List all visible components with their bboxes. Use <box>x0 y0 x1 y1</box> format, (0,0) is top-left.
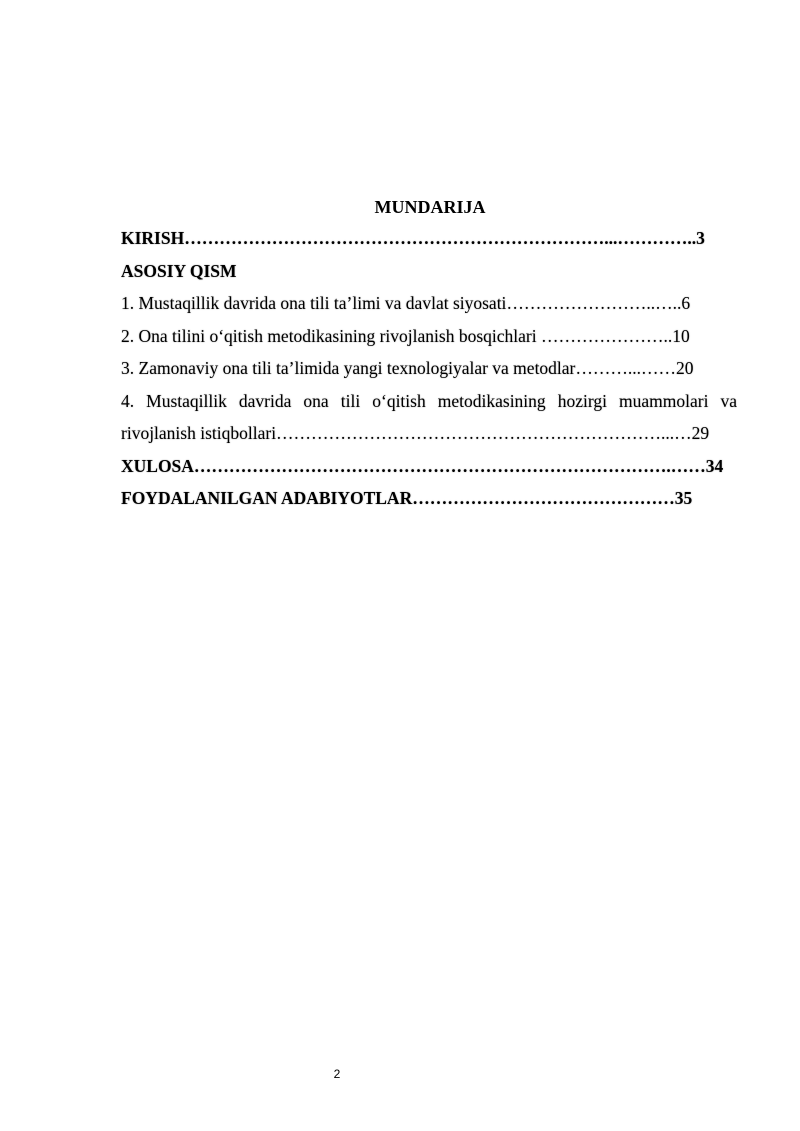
toc-entry-2: 2. Ona tilini o‘qitish metodikasining rivojlanish bosqichlari …………………..10 <box>121 325 690 346</box>
toc-entry-xulosa: XULOSA……………………………………………………………………….……34 <box>121 455 724 476</box>
toc-entry-4-line-1: 4. Mustaqillik davrida ona tili o‘qitish metodikasining hozirgi muammolari va <box>121 390 737 411</box>
toc-entry-kirish: KIRISH………………………………………………………………...…………..3 <box>121 228 705 248</box>
table-of-contents <box>121 226 737 519</box>
toc-title: MUNDARIJA <box>374 197 486 217</box>
toc-section-heading: ASOSIY QISM <box>121 260 237 281</box>
toc-entry-1: 1. Mustaqillik davrida ona tili ta’limi va davlat siyosati……………………..…..6 <box>121 293 691 313</box>
page-number: 2 <box>333 1067 341 1081</box>
toc-entry-3: 3. Zamonaviy ona tili ta’limida yangi texnologiyalar va metodlar………...……20 <box>121 358 694 378</box>
toc-entry-adabiyotlar: FOYDALANILGAN ADABIYOTLAR………………………………………35 <box>121 488 693 508</box>
toc-entry-4-line-2: rivojlanish istiqbollari…………………………………………………………...…29 <box>121 423 710 443</box>
